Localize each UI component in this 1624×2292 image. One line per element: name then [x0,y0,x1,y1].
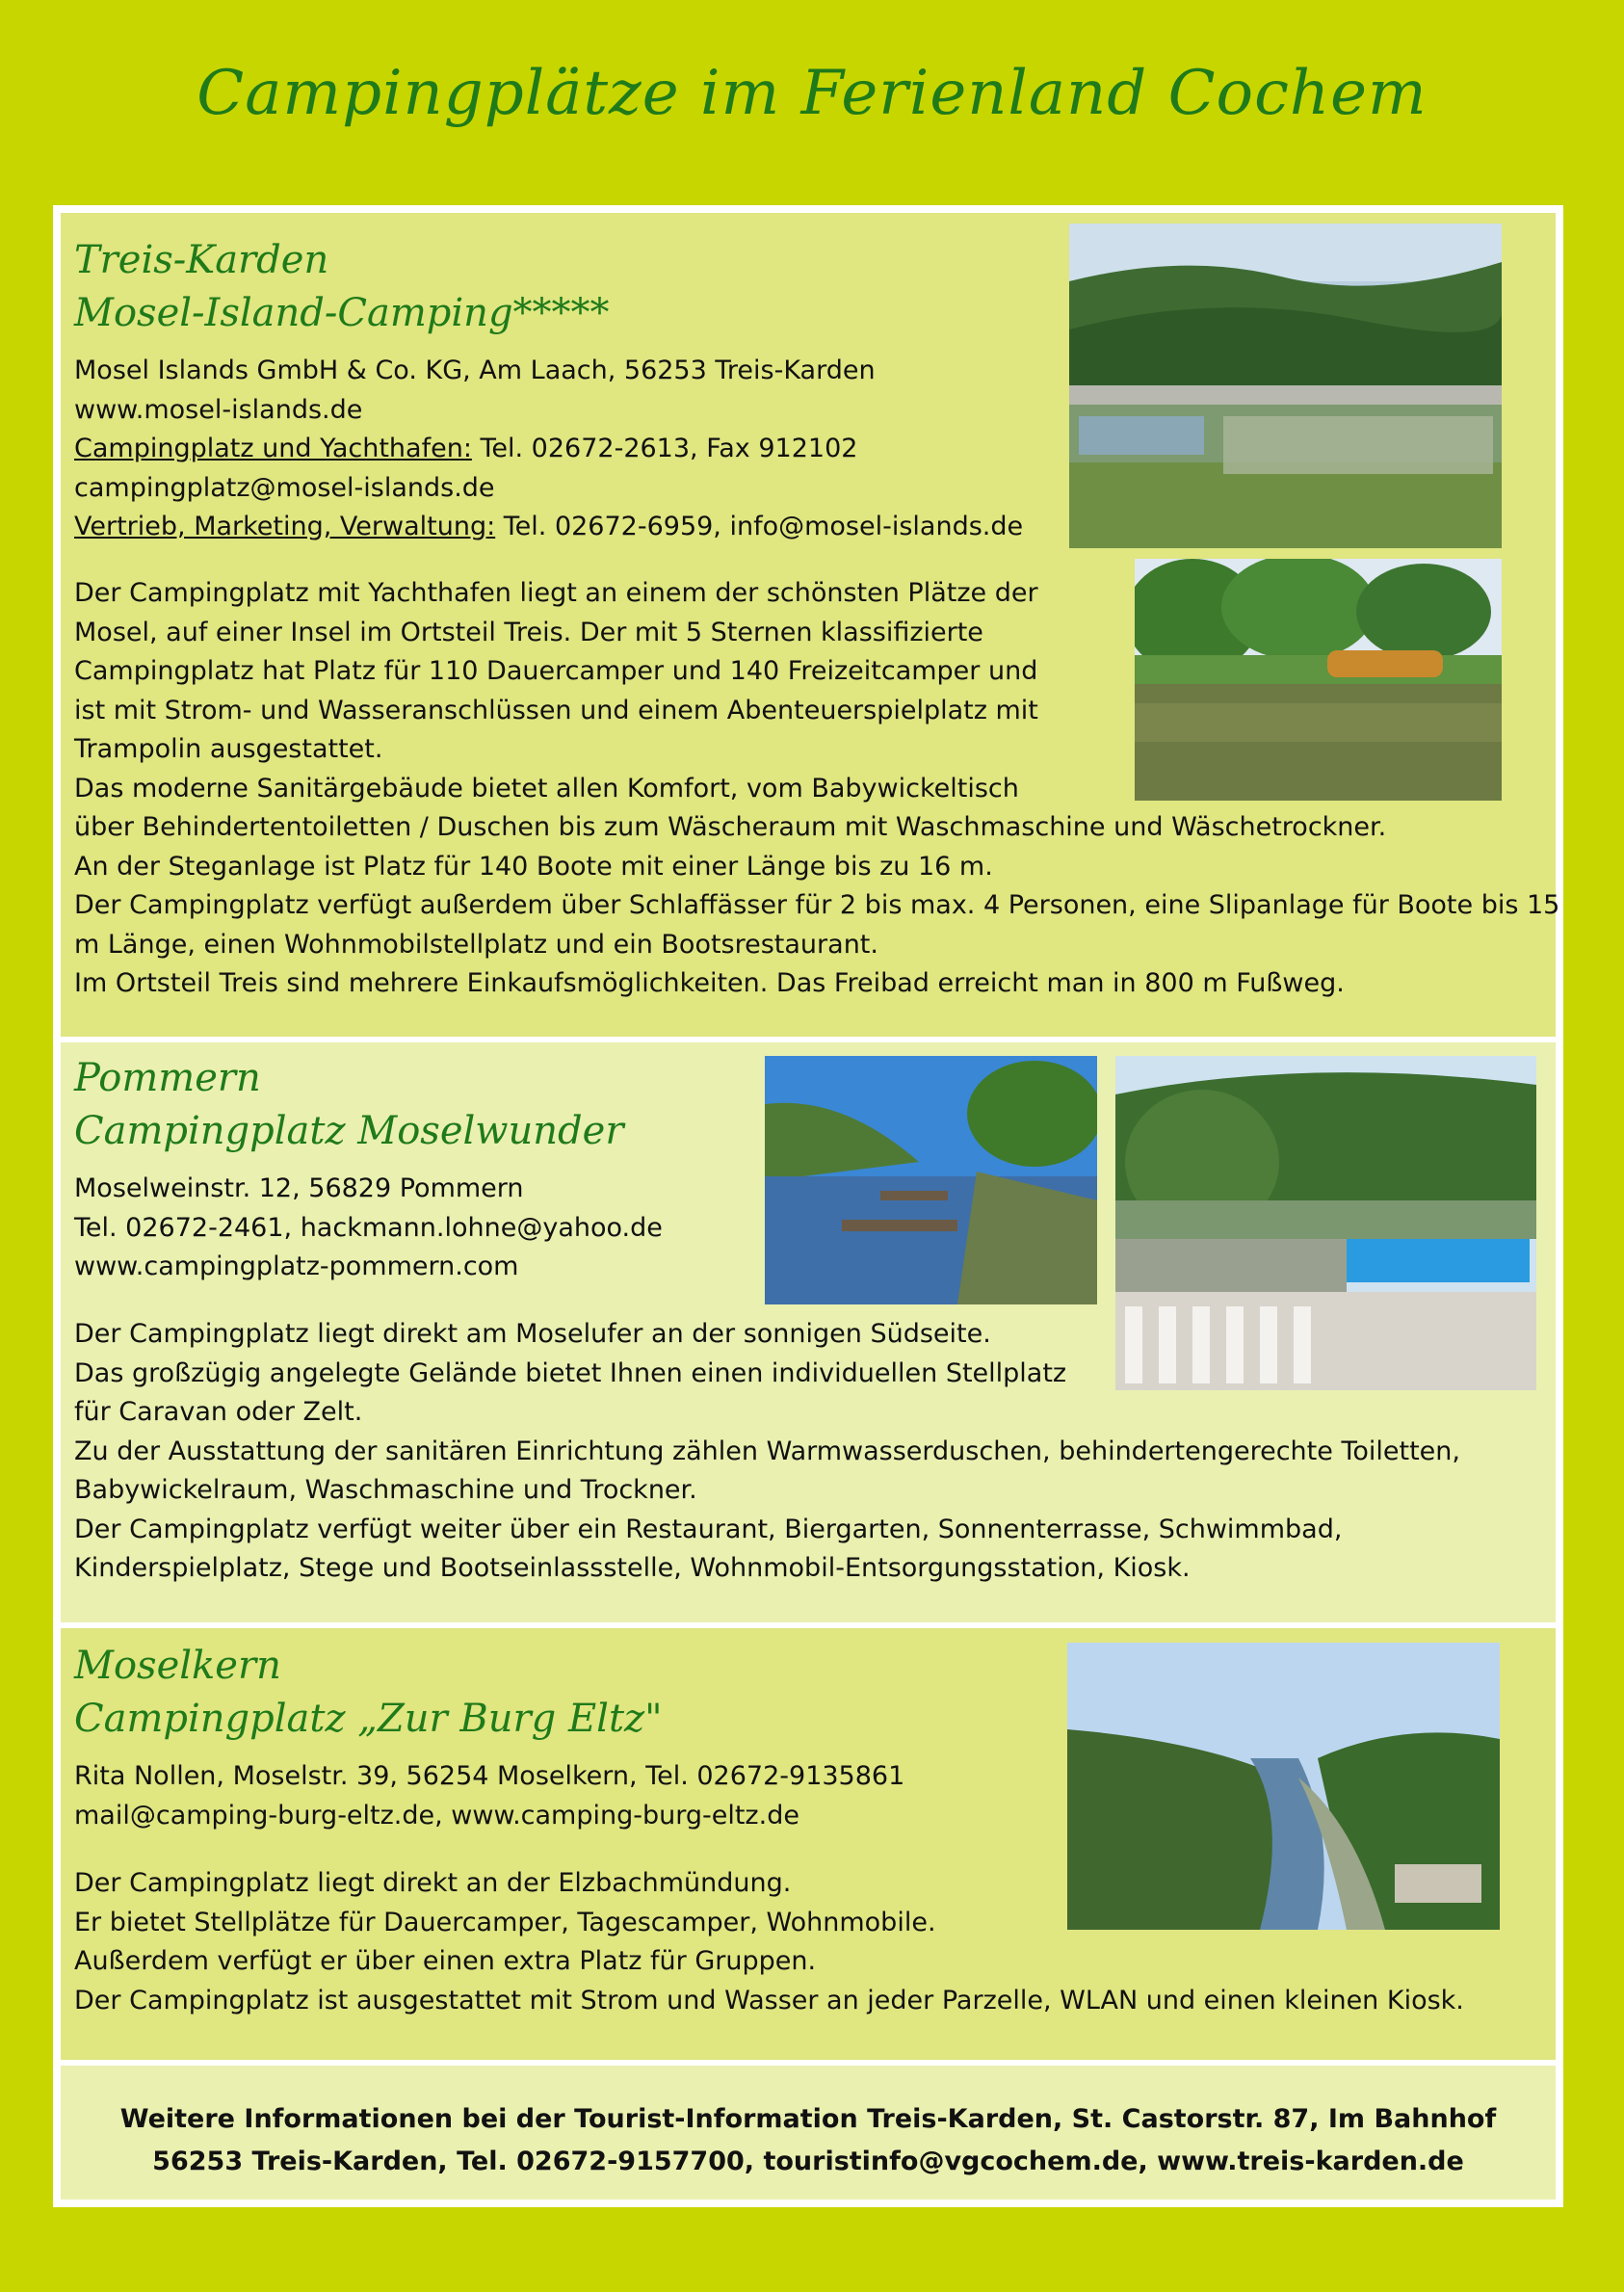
description-line: für Caravan oder Zelt. [74,1397,363,1427]
description-line: Babywickelraum, Waschmaschine und Trockner. [74,1475,697,1505]
email-web-line[interactable]: mail@camping-burg-eltz.de, www.camping-burg-eltz.de [74,1800,799,1831]
description-line: Im Ortsteil Treis sind mehrere Einkaufsmöglichkeiten. Das Freibad erreicht man in 800 m Fußweg. [74,968,1345,998]
description-line: Der Campingplatz mit Yachthafen liegt an einem der schönsten Plätze der [74,578,1038,608]
description-line: Das großzügig angelegte Gelände bietet Ihnen einen individuellen Stellplatz [74,1357,1067,1388]
photo-lake-barrels [1135,559,1502,801]
section-location-heading: Moselkern [74,1644,281,1688]
section-campsite-heading: Campingplatz „Zur Burg Eltz" [74,1697,663,1741]
phone-line [74,430,1023,469]
description-line: Der Campingplatz ist ausgestattet mit Strom und Wasser an jeder Parzelle, WLAN und einen kleinen Kiosk. [74,1985,1464,2015]
phone-label: Campingplatz und Yachthafen: [74,434,472,463]
phone-text: Tel. 02672-2613, Fax 912102 [471,434,858,463]
page-title: Campingplätze im Ferienland Cochem [196,58,1428,129]
photo-valley-marina [1069,224,1502,548]
website-link[interactable]: www.mosel-islands.de [74,394,363,425]
section-moselkern [61,1628,1556,2060]
description-line: Der Campingplatz verfügt weiter über ein Restaurant, Biergarten, Sonnenterrasse, Schwimmbad, [74,1514,1343,1544]
description-line: Zu der Ausstattung der sanitären Einrichtung zählen Warmwasserduschen, behindertengerechte Toiletten, [74,1436,1460,1466]
content-frame [53,205,1563,2207]
description-line: über Behindertentoiletten / Duschen bis zum Wäscheraum mit Waschmaschine und Wäschetrockner. [74,812,1387,842]
contact-block [74,1170,663,1287]
section-pommern [61,1042,1556,1622]
address-line: Mosel Islands GmbH & Co. KG, Am Laach, 56253 Treis-Karden [74,356,876,385]
description-line: Campingplatz hat Platz für 110 Dauercamper und 140 Freizeitcamper und [74,656,1038,686]
admin-text: Tel. 02672-6959, info@mosel-islands.de [495,512,1024,541]
footer-line: 56253 Treis-Karden, Tel. 02672-9157700, touristinfo@vgcochem.de, www.treis-karden.de [152,2147,1464,2176]
description-line: Er bietet Stellplätze für Dauercamper, Tagescamper, Wohnmobile. [74,1907,936,1937]
description-line: Das moderne Sanitärgebäude bietet allen Komfort, vom Babywickeltisch [74,773,1019,804]
section-treis-karden [61,213,1560,1037]
description-line: Kinderspielplatz, Stege und Bootseinlassstelle, Wohnmobil-Entsorgungsstation, Kiosk. [74,1553,1191,1583]
section-campsite-heading: Campingplatz Moselwunder [74,1109,624,1153]
section-location-heading: Treis-Karden [74,238,329,282]
footer-text [61,2098,1556,2183]
photo-river-pier [765,1056,1097,1304]
website-link[interactable]: www.campingplatz-pommern.com [74,1251,519,1281]
email-link[interactable]: campingplatz@mosel-islands.de [74,472,495,503]
photo-pool-terrace [1115,1056,1536,1390]
footer-line: Weitere Informationen bei der Tourist-Information Treis-Karden, St. Castorstr. 87, Im Bahnhof [119,2104,1497,2134]
description-line: Der Campingplatz liegt direkt an der Elzbachmündung. [74,1868,792,1898]
address-line: Moselweinstr. 12, 56829 Pommern [74,1173,524,1203]
photo-river-valley [1067,1643,1500,1930]
description-line: Mosel, auf einer Insel im Ortsteil Treis. Der mit 5 Sternen klassifizierte [74,617,983,647]
phone-email-line: Tel. 02672-2461, hackmann.lohne@yahoo.de [74,1212,663,1243]
contact-block [74,352,1023,547]
admin-label: Vertrieb, Marketing, Verwaltung: [74,512,496,541]
description-line: ist mit Strom- und Wasseranschlüssen und einem Abenteuerspielplatz mit [74,695,1038,725]
description-line: Trampolin ausgestattet. [74,734,383,764]
description-line: Außerdem verfügt er über einen extra Platz für Gruppen. [74,1946,817,1976]
admin-contact-line [74,508,1023,547]
footer-info-box [61,2066,1556,2200]
description-line: An der Steganlage ist Platz für 140 Boote mit einer Länge bis zu 16 m. [74,851,993,882]
section-campsite-heading: Mosel-Island-Camping***** [74,291,610,335]
description-line: Der Campingplatz liegt direkt am Moselufer an der sonnigen Südseite. [74,1319,991,1349]
address-phone-line: Rita Nollen, Moselstr. 39, 56254 Moselkern, Tel. 02672-9135861 [74,1761,905,1791]
description-line: m Länge, einen Wohnmobilstellplatz und ein Bootsrestaurant. [74,929,878,960]
contact-block [74,1757,904,1835]
description-line: Der Campingplatz verfügt außerdem über Schlaffässer für 2 bis max. 4 Personen, eine Slipanlage für Boote bis 15 [74,890,1560,920]
section-location-heading: Pommern [74,1056,261,1100]
